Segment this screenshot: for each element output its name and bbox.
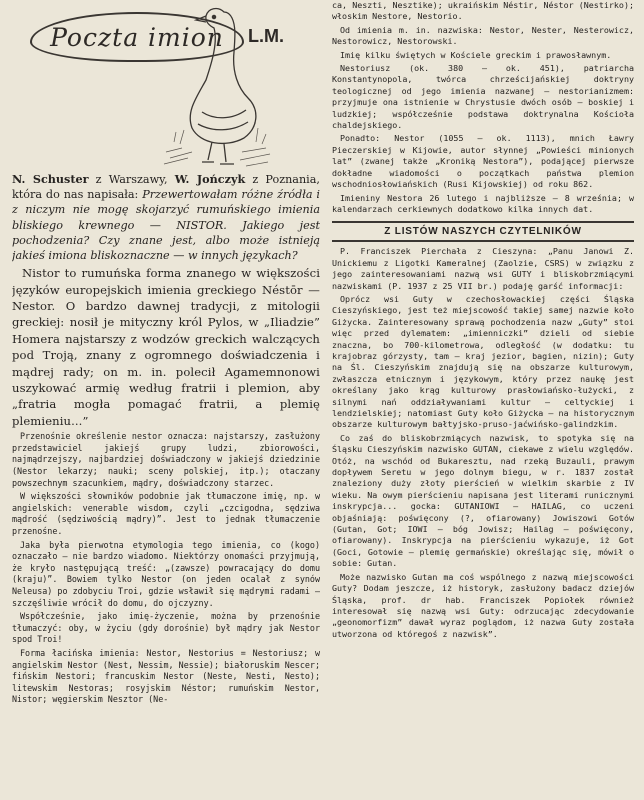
right-column bbox=[332, 0, 634, 800]
body-paragraph: W większości słowników podobnie jak tłumaczone imię, np. w angielskich: venerable wisdom, czyli „czcigodna, sędziwa mądrość (sędziwością mądry)”. Jest to jednak tłumaczenie przenośne. bbox=[12, 491, 320, 537]
body-paragraph: Przenośnie określenie nestor oznacza: najstarszy, zasłużony przedstawiciel jakiejś grupy ludzi, zbiorowości, najmądrzejszy, najbardziej doświadczony w jakiejś dziedzinie (Nestor lekarzy; nauki; sceny polskiej, itp.); otaczany powszechnym szacunkiem, mądry, doświadczony starzec. bbox=[12, 431, 320, 488]
reader-question: Przewertowałam różne źródła i z niczym nie mogę skojarzyć rumuńskiego imienia bliskiego krewnego — NISTOR. Jakiego jest pochodzenia? Czy znane jest, albo może istnieją jakieś imiona bliskoznaczne — w innych językach? bbox=[12, 188, 320, 263]
body-paragraph: Co zaś do bliskobrzmiących nazwisk, to spotyka się na Śląsku Cieszyńskim nazwisko GUTAN, ciekawe z wielu względów. Otóż, na wschód od Bukaresztu, nad rzeką Buzauli, prawym dopływem Seretu w jego dolnym biegu, w r. 1837 został znaleziony duży złoty pierścień w wielkim skarbie z IV wieku. Na owym pierścieniu napisana jest literami runicznymi inskrypcja... gocka: GUTANIOWI — HAILAG, co uczeni objaśniają: poświęcony (?, ofiarowany) Jowiszowi Gotów (Gutan, Got; IOWI — bóg Jowisz; Hailag — poświęcony, ofiarowany). Inskrypcja na pierścieniu wykazuje, iż Got (Goci, Gotowie — plemię germańskie) określając się, mówił o sobie: Gutan. bbox=[332, 432, 634, 569]
column-header bbox=[12, 0, 320, 172]
lead-text: z Warszawy, bbox=[88, 173, 175, 186]
section-heading: Z LISTÓW NASZYCH CZYTELNIKÓW bbox=[332, 221, 634, 242]
sender-name: W. Jończyk bbox=[174, 172, 246, 186]
body-paragraph: Imię kilku świętych w Kościele greckim i prawosławnym. bbox=[340, 49, 612, 60]
letter-intro bbox=[12, 172, 320, 263]
body-paragraph: ca, Neszti, Nesztike); ukraińskim Néstir, Néstor (Nestirko); włoskim Nestore, Nestorio. bbox=[332, 0, 634, 22]
body-paragraph: Od imienia m. in. nazwiska: Nestor, Nester, Nesterowicz, Nestorowicz, Nestorowski. bbox=[332, 24, 634, 47]
lead-text: z Poznania, która do nas napisała: bbox=[12, 173, 320, 202]
body-paragraph: Nestoriusz (ok. 380 — ok. 451), patriarcha Konstantynopola, twórca chrześcijańskiej doktryny teologicznej od jego imienia nazwanej — nestorianizmem: przyjmuje ona istnienie w Chrystusie dwóch osób — boskiej i ludzkiej; współcześnie podstawa doktrynalna Kościoła chaldejskiego. bbox=[332, 63, 634, 131]
column-title: Poczta imion bbox=[50, 22, 224, 52]
body-paragraph: Współcześnie, jako imię-życzenie, można by przenośnie tłumaczyć: oby, w życiu (gdy dorośnie) był mądry jak Nestor spod Troi! bbox=[12, 611, 320, 645]
body-paragraph: Może nazwisko Gutan ma coś wspólnego z nazwą miejscowości Guty? Dodam jeszcze, iż historyk, zasłużony badacz dziejów Śląska, prof. dr hab. Franciszek Popiołek również interesował się nazwą wsi Guty: odrzucając zdecydowanie „geonomorfizm” dawał wyraz poglądom, iż nazwa Guty została utworzona od któregoś z nazwisk”. bbox=[332, 571, 634, 639]
left-column bbox=[12, 0, 320, 800]
body-paragraph: Forma łacińska imienia: Nestor, Nestorius = Nestoriusz; w angielskim Nestor (Nest, Nessim, Nessie); białoruskim Nescer; fińskim Nestori; francuskim Nestor (Neste, Nesti, Nesto); litewskim Nestoras; rosyjskim Néstor; rumuńskim Nestor, Nistor; węgierskim Nesztor (Ne- bbox=[12, 647, 320, 705]
answer-paragraph: Nistor to rumuńska forma znanego w większości języków europejskich imienia greckiego Néstōr — Nestor. O bardzo dawnej tradycji, z mitologii greckiej: nosił je mityczny król Pylos, w „Iliadzie” Homera najstarszy z wodzów greckich walczących pod Troją, znany z ogromnego doświadczenia i mądrej rady; on m. in. polecił Agamemnonowi uszykować armię według fratrii i plemion, aby „fratria mogła pomagać fratrii, a plemię plemieniu...” bbox=[12, 266, 320, 428]
body-paragraph: Oprócz wsi Guty w czechosłowackiej części Śląska Cieszyńskiego, jest też miejscowość takiej samej nazwie koło Giżycka. Zainteresowany sprawą pochodzenia nazw „Guty” stoi więc przed dylematem: „imienniczki” dzieli od siebie znaczna, bo 700-kilometrowa, odległość (w dodatku: tu krajobraz górzysty, tam — kraj jezior, bagien, nizin); Guty na Śl. Cieszyńskim znajdują się na obszarze kulturowym, zwłaszcza etnicznym i językowym, który przez naukę jest określany jako krąg kulturowy prasłowiańsko-łużycki, z silnymi nań oddziaływaniami kultur — celtyckiej i lendzielskiej; natomiast Guty koło Giżycka — na historycznym obszarze kulturowym bałtyjsko-pruso-jaćwińsko-galindzkim. bbox=[332, 293, 634, 430]
author-initials: L.M. bbox=[248, 26, 284, 46]
body-paragraph: Imieniny Nestora 26 lutego i najbliższe — 8 września; w kalendarzach cerkiewnych dodatkowo kilka innych dat. bbox=[332, 192, 634, 214]
sender-name: N. Schuster bbox=[12, 172, 89, 186]
body-paragraph: P. Franciszek Pierchała z Cieszyna: „Panu Janowi Z. Unickiemu z Ligotki Kameralnej (Zaolzie, CSRS) w związku z jego zainteresowaniami nazwą wsi GUTY i bliskobrzmiącymi nazwiskami (P. 1937 z 25 VII br.) podaję garść informacji: bbox=[332, 246, 634, 291]
body-paragraph: Ponadto: Nestor (1055 — ok. 1113), mnich Ławry Pieczerskiej w Kijowie, autor słynnej „Powieści minionych lat” (zwanej także „Kroniką Nestora”), podającej pierwsze dokładne wiadomości o początkach państwa plemion wschodniosłowiańskich (Rusi Kijowskiej) od roku 862. bbox=[332, 133, 634, 190]
body-paragraph: Jaka była pierwotna etymologia tego imienia, co (kogo) oznaczało — nie bardzo wiadomo. Niektórzy onomaści przyjmują, że kryło następującą treść: „(zawsze) powracający do domu (kraju)”. Bowiem tylko Nestor (on jeden ocalał z synów Neleusa) po zdobyciu Troi, gdzie wsławił się mądrymi radami — szczęśliwie wrócił do domu, do ojczyzny. bbox=[12, 539, 320, 608]
